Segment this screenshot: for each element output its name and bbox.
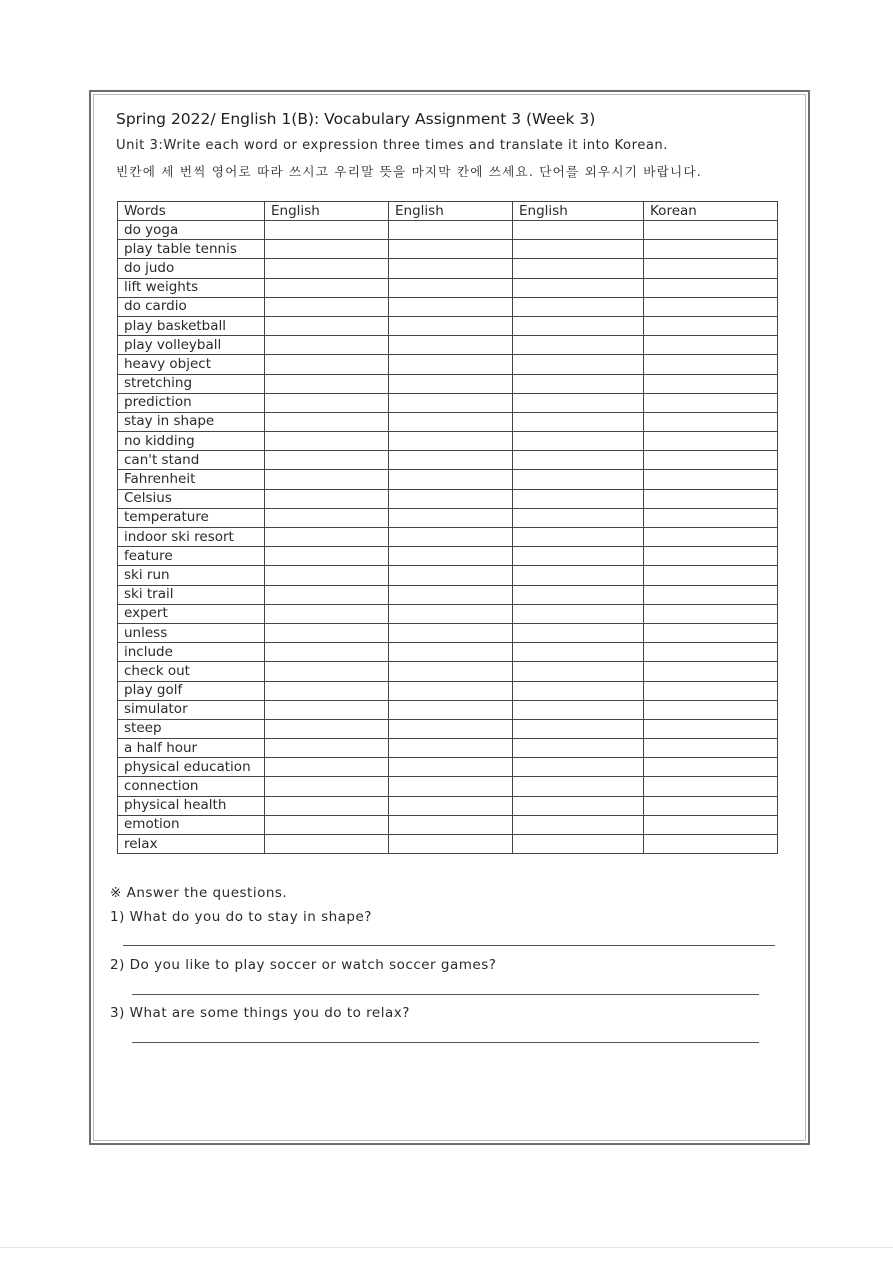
- table-row: [118, 796, 778, 815]
- word-cell: ski run: [118, 566, 265, 585]
- scan-edge-line: [0, 1247, 893, 1248]
- table-row: [118, 585, 778, 604]
- korean-answer-cell[interactable]: [644, 470, 778, 489]
- english-2-answer-cell[interactable]: [389, 489, 513, 508]
- korean-answer-cell[interactable]: [644, 316, 778, 335]
- english-1-answer-cell[interactable]: [265, 796, 389, 815]
- english-3-answer-cell[interactable]: [513, 835, 644, 854]
- table-row: [118, 777, 778, 796]
- english-1-answer-cell[interactable]: [265, 700, 389, 719]
- english-2-answer-cell[interactable]: [389, 355, 513, 374]
- english-1-answer-cell[interactable]: [265, 451, 389, 470]
- korean-answer-cell[interactable]: [644, 681, 778, 700]
- table-row: [118, 758, 778, 777]
- english-2-answer-cell[interactable]: [389, 719, 513, 738]
- english-3-answer-cell[interactable]: [513, 547, 644, 566]
- korean-answer-cell[interactable]: [644, 662, 778, 681]
- english-2-answer-cell[interactable]: [389, 259, 513, 278]
- word-cell: heavy object: [118, 355, 265, 374]
- word-cell: unless: [118, 623, 265, 642]
- word-cell: indoor ski resort: [118, 528, 265, 547]
- english-2-answer-cell[interactable]: [389, 451, 513, 470]
- english-1-answer-cell[interactable]: [265, 221, 389, 240]
- korean-answer-cell[interactable]: [644, 432, 778, 451]
- korean-answer-cell[interactable]: [644, 451, 778, 470]
- table-row: [118, 528, 778, 547]
- table-row: [118, 355, 778, 374]
- table-row: [118, 815, 778, 834]
- english-3-answer-cell[interactable]: [513, 412, 644, 431]
- word-cell: stretching: [118, 374, 265, 393]
- korean-answer-cell[interactable]: [644, 336, 778, 355]
- english-1-answer-cell[interactable]: [265, 316, 389, 335]
- english-3-answer-cell[interactable]: [513, 777, 644, 796]
- word-cell: emotion: [118, 815, 265, 834]
- word-cell: temperature: [118, 508, 265, 527]
- word-cell: Celsius: [118, 489, 265, 508]
- korean-answer-cell[interactable]: [644, 815, 778, 834]
- word-cell: simulator: [118, 700, 265, 719]
- word-cell: play basketball: [118, 316, 265, 335]
- english-3-answer-cell[interactable]: [513, 355, 644, 374]
- answer-line-2[interactable]: [132, 994, 759, 995]
- korean-answer-cell[interactable]: [644, 412, 778, 431]
- english-1-answer-cell[interactable]: [265, 681, 389, 700]
- answer-note: ※ Answer the questions.: [110, 885, 288, 901]
- english-1-answer-cell[interactable]: [265, 259, 389, 278]
- english-1-answer-cell[interactable]: [265, 297, 389, 316]
- english-3-answer-cell[interactable]: [513, 758, 644, 777]
- english-2-answer-cell[interactable]: [389, 547, 513, 566]
- english-2-answer-cell[interactable]: [389, 336, 513, 355]
- header-korean: Korean: [644, 202, 778, 221]
- english-1-answer-cell[interactable]: [265, 432, 389, 451]
- english-1-answer-cell[interactable]: [265, 508, 389, 527]
- table-row: [118, 412, 778, 431]
- english-1-answer-cell[interactable]: [265, 815, 389, 834]
- korean-instructions-text: 빈칸에 세 번씩 영어로 따라 쓰시고 우리말 뜻을 마지막 칸에 쓰세요. 단어를 외우시기 바랍니다.: [116, 164, 702, 179]
- english-2-answer-cell[interactable]: [389, 221, 513, 240]
- english-3-answer-cell[interactable]: [513, 700, 644, 719]
- word-cell: steep: [118, 719, 265, 738]
- korean-answer-cell[interactable]: [644, 566, 778, 585]
- table-row: [118, 835, 778, 854]
- header-english-1: English: [265, 202, 389, 221]
- korean-answer-cell[interactable]: [644, 835, 778, 854]
- word-cell: connection: [118, 777, 265, 796]
- korean-answer-cell[interactable]: [644, 528, 778, 547]
- english-3-answer-cell[interactable]: [513, 623, 644, 642]
- korean-answer-cell[interactable]: [644, 374, 778, 393]
- english-3-answer-cell[interactable]: [513, 393, 644, 412]
- korean-answer-cell[interactable]: [644, 508, 778, 527]
- table-row: [118, 451, 778, 470]
- korean-answer-cell[interactable]: [644, 719, 778, 738]
- english-3-answer-cell[interactable]: [513, 739, 644, 758]
- english-1-answer-cell[interactable]: [265, 412, 389, 431]
- english-2-answer-cell[interactable]: [389, 374, 513, 393]
- header-words: Words: [118, 202, 265, 221]
- english-2-answer-cell[interactable]: [389, 316, 513, 335]
- word-cell: physical health: [118, 796, 265, 815]
- english-1-answer-cell[interactable]: [265, 623, 389, 642]
- table-row: [118, 719, 778, 738]
- english-3-answer-cell[interactable]: [513, 240, 644, 259]
- korean-answer-cell[interactable]: [644, 278, 778, 297]
- word-cell: play volleyball: [118, 336, 265, 355]
- table-row: [118, 547, 778, 566]
- english-3-answer-cell[interactable]: [513, 451, 644, 470]
- korean-answer-cell[interactable]: [644, 489, 778, 508]
- word-cell: prediction: [118, 393, 265, 412]
- english-3-answer-cell[interactable]: [513, 297, 644, 316]
- table-row: [118, 623, 778, 642]
- korean-answer-cell[interactable]: [644, 643, 778, 662]
- table-row: [118, 432, 778, 451]
- table-row: [118, 336, 778, 355]
- table-row: [118, 470, 778, 489]
- answer-line-1[interactable]: [123, 945, 775, 946]
- korean-answer-cell[interactable]: [644, 758, 778, 777]
- english-1-answer-cell[interactable]: [265, 470, 389, 489]
- worksheet-title: Spring 2022/ English 1(B): Vocabulary Assignment 3 (Week 3): [116, 110, 596, 128]
- english-3-answer-cell[interactable]: [513, 508, 644, 527]
- english-1-answer-cell[interactable]: [265, 777, 389, 796]
- vocabulary-table: [117, 201, 778, 854]
- english-1-answer-cell[interactable]: [265, 355, 389, 374]
- table-row: [118, 393, 778, 412]
- word-cell: expert: [118, 604, 265, 623]
- english-2-answer-cell[interactable]: [389, 643, 513, 662]
- english-2-answer-cell[interactable]: [389, 700, 513, 719]
- korean-answer-cell[interactable]: [644, 240, 778, 259]
- english-1-answer-cell[interactable]: [265, 585, 389, 604]
- english-2-answer-cell[interactable]: [389, 412, 513, 431]
- question-3: 3) What are some things you do to relax?: [110, 1005, 410, 1021]
- table-row: [118, 643, 778, 662]
- english-2-answer-cell[interactable]: [389, 681, 513, 700]
- english-2-answer-cell[interactable]: [389, 240, 513, 259]
- english-3-answer-cell[interactable]: [513, 528, 644, 547]
- word-cell: no kidding: [118, 432, 265, 451]
- english-1-answer-cell[interactable]: [265, 336, 389, 355]
- english-3-answer-cell[interactable]: [513, 643, 644, 662]
- english-3-answer-cell[interactable]: [513, 374, 644, 393]
- word-cell: lift weights: [118, 278, 265, 297]
- english-3-answer-cell[interactable]: [513, 604, 644, 623]
- english-3-answer-cell[interactable]: [513, 221, 644, 240]
- word-cell: play golf: [118, 681, 265, 700]
- word-cell: check out: [118, 662, 265, 681]
- question-2: 2) Do you like to play soccer or watch soccer games?: [110, 957, 497, 973]
- english-2-answer-cell[interactable]: [389, 278, 513, 297]
- table-row: [118, 221, 778, 240]
- english-2-answer-cell[interactable]: [389, 739, 513, 758]
- english-3-answer-cell[interactable]: [513, 259, 644, 278]
- word-cell: Fahrenheit: [118, 470, 265, 489]
- korean-answer-cell[interactable]: [644, 585, 778, 604]
- table-header-row: [118, 202, 778, 221]
- table-row: [118, 681, 778, 700]
- english-2-answer-cell[interactable]: [389, 758, 513, 777]
- word-cell: include: [118, 643, 265, 662]
- english-3-answer-cell[interactable]: [513, 278, 644, 297]
- english-2-answer-cell[interactable]: [389, 777, 513, 796]
- table-row: [118, 662, 778, 681]
- english-2-answer-cell[interactable]: [389, 623, 513, 642]
- english-3-answer-cell[interactable]: [513, 796, 644, 815]
- english-3-answer-cell[interactable]: [513, 662, 644, 681]
- table-row: [118, 297, 778, 316]
- answer-line-3[interactable]: [132, 1042, 759, 1043]
- english-3-answer-cell[interactable]: [513, 585, 644, 604]
- english-1-answer-cell[interactable]: [265, 566, 389, 585]
- korean-answer-cell[interactable]: [644, 604, 778, 623]
- korean-answer-cell[interactable]: [644, 777, 778, 796]
- korean-answer-cell[interactable]: [644, 739, 778, 758]
- english-2-answer-cell[interactable]: [389, 470, 513, 489]
- english-2-answer-cell[interactable]: [389, 835, 513, 854]
- instructions-text: Unit 3:Write each word or expression three times and translate it into Korean.: [116, 138, 668, 153]
- english-1-answer-cell[interactable]: [265, 393, 389, 412]
- english-2-answer-cell[interactable]: [389, 432, 513, 451]
- english-1-answer-cell[interactable]: [265, 662, 389, 681]
- table-row: [118, 508, 778, 527]
- english-2-answer-cell[interactable]: [389, 528, 513, 547]
- english-2-answer-cell[interactable]: [389, 815, 513, 834]
- table-row: [118, 739, 778, 758]
- question-1: 1) What do you do to stay in shape?: [110, 909, 372, 925]
- english-3-answer-cell[interactable]: [513, 566, 644, 585]
- korean-answer-cell[interactable]: [644, 700, 778, 719]
- korean-answer-cell[interactable]: [644, 221, 778, 240]
- english-1-answer-cell[interactable]: [265, 547, 389, 566]
- korean-answer-cell[interactable]: [644, 796, 778, 815]
- english-1-answer-cell[interactable]: [265, 835, 389, 854]
- table-row: [118, 489, 778, 508]
- english-1-answer-cell[interactable]: [265, 719, 389, 738]
- english-1-answer-cell[interactable]: [265, 604, 389, 623]
- english-3-answer-cell[interactable]: [513, 336, 644, 355]
- korean-answer-cell[interactable]: [644, 355, 778, 374]
- english-3-answer-cell[interactable]: [513, 316, 644, 335]
- english-1-answer-cell[interactable]: [265, 240, 389, 259]
- table-row: [118, 316, 778, 335]
- english-2-answer-cell[interactable]: [389, 796, 513, 815]
- word-cell: feature: [118, 547, 265, 566]
- english-3-answer-cell[interactable]: [513, 432, 644, 451]
- english-2-answer-cell[interactable]: [389, 508, 513, 527]
- word-cell: a half hour: [118, 739, 265, 758]
- table-row: [118, 259, 778, 278]
- word-cell: ski trail: [118, 585, 265, 604]
- word-cell: physical education: [118, 758, 265, 777]
- table-row: [118, 278, 778, 297]
- table-row: [118, 700, 778, 719]
- header-english-2: English: [389, 202, 513, 221]
- table-row: [118, 604, 778, 623]
- english-2-answer-cell[interactable]: [389, 393, 513, 412]
- english-3-answer-cell[interactable]: [513, 470, 644, 489]
- english-3-answer-cell[interactable]: [513, 681, 644, 700]
- english-2-answer-cell[interactable]: [389, 604, 513, 623]
- english-1-answer-cell[interactable]: [265, 489, 389, 508]
- english-3-answer-cell[interactable]: [513, 815, 644, 834]
- table-row: [118, 374, 778, 393]
- word-cell: do yoga: [118, 221, 265, 240]
- english-2-answer-cell[interactable]: [389, 585, 513, 604]
- english-2-answer-cell[interactable]: [389, 566, 513, 585]
- english-1-answer-cell[interactable]: [265, 278, 389, 297]
- english-1-answer-cell[interactable]: [265, 643, 389, 662]
- word-cell: relax: [118, 835, 265, 854]
- word-cell: can't stand: [118, 451, 265, 470]
- korean-answer-cell[interactable]: [644, 623, 778, 642]
- header-english-3: English: [513, 202, 644, 221]
- korean-answer-cell[interactable]: [644, 259, 778, 278]
- korean-answer-cell[interactable]: [644, 547, 778, 566]
- english-3-answer-cell[interactable]: [513, 719, 644, 738]
- english-3-answer-cell[interactable]: [513, 489, 644, 508]
- word-cell: do cardio: [118, 297, 265, 316]
- korean-answer-cell[interactable]: [644, 393, 778, 412]
- english-2-answer-cell[interactable]: [389, 662, 513, 681]
- table-row: [118, 240, 778, 259]
- english-1-answer-cell[interactable]: [265, 528, 389, 547]
- korean-answer-cell[interactable]: [644, 297, 778, 316]
- english-2-answer-cell[interactable]: [389, 297, 513, 316]
- word-cell: do judo: [118, 259, 265, 278]
- table-row: [118, 566, 778, 585]
- word-cell: stay in shape: [118, 412, 265, 431]
- english-1-answer-cell[interactable]: [265, 374, 389, 393]
- english-1-answer-cell[interactable]: [265, 739, 389, 758]
- english-1-answer-cell[interactable]: [265, 758, 389, 777]
- word-cell: play table tennis: [118, 240, 265, 259]
